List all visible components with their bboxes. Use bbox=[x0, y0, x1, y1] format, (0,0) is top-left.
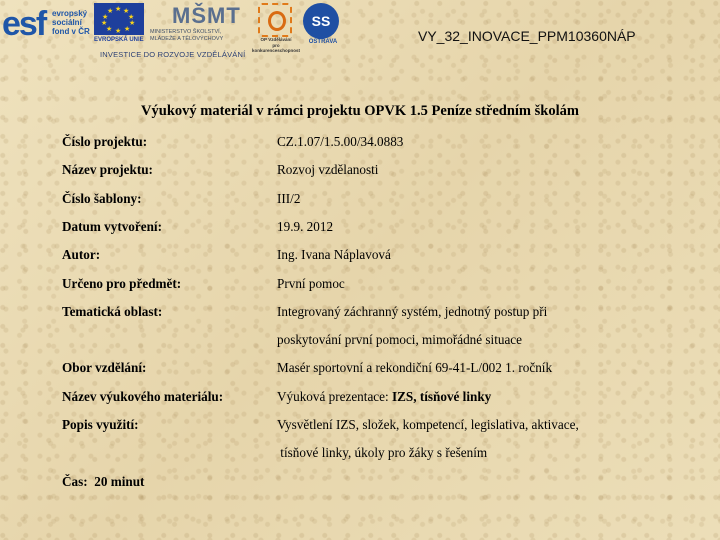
row-label: Popis využití: bbox=[62, 417, 139, 432]
row-label: Číslo šablony: bbox=[62, 190, 142, 206]
school-badge-icon: SS bbox=[303, 3, 339, 39]
row-value: 19.9. 2012 bbox=[277, 218, 334, 234]
row-label: Tematická oblast: bbox=[62, 303, 163, 319]
document-id: VY_32_INOVACE_PPM10360NÁP bbox=[418, 28, 636, 44]
esf-logo bbox=[2, 3, 92, 47]
eu-flag-icon: ★ ★ ★ ★ ★ ★ ★ ★ ★ ★ bbox=[94, 3, 144, 35]
row-label: Čas: 20 minut bbox=[62, 473, 145, 489]
school-logo: SS OSTRAVA bbox=[303, 3, 343, 49]
esf-logo-mark: esf bbox=[2, 5, 46, 43]
row-label: Autor: bbox=[62, 247, 101, 263]
op-vk-logo: OP Vzdělávání pro konkurenceschopnost bbox=[252, 3, 300, 51]
eu-logo-caption: EVROPSKÁ UNIE bbox=[94, 37, 144, 43]
op-vk-icon bbox=[258, 3, 292, 37]
row-value: poskytování první pomoci, mimořádné situace bbox=[277, 332, 523, 348]
row-value: Rozvoj vzdělanosti bbox=[277, 162, 379, 178]
row-label: Datum vytvoření: bbox=[62, 218, 162, 234]
row-value: Integrovaný záchranný systém, jednotný postup při bbox=[277, 303, 548, 319]
row-value: III/2 bbox=[277, 190, 301, 206]
row-label: Číslo projektu: bbox=[62, 134, 148, 149]
row-value: První pomoc bbox=[277, 275, 345, 291]
esf-logo-text: evropský sociální fond v ČR bbox=[52, 9, 90, 36]
row-value: tísňové linky, úkoly pro žáky s řešením bbox=[277, 445, 488, 461]
investice-tagline: INVESTICE DO ROZVOJE VZDĚLÁVÁNÍ bbox=[100, 50, 246, 59]
row-label: Název projektu: bbox=[62, 162, 153, 178]
row-value: Výuková prezentace: IZS, tísňové linky bbox=[277, 388, 492, 404]
row-value: Vysvětlení IZS, složek, kompetencí, legislativa, aktivace, bbox=[277, 417, 579, 432]
row-label: Obor vzdělání: bbox=[62, 360, 147, 376]
msmt-logo-mark: MŠMT bbox=[172, 3, 241, 28]
row-value: Masér sportovní a rekondiční 69-41-L/002 1. ročník bbox=[277, 360, 553, 376]
row-label: Určeno pro předmět: bbox=[62, 275, 182, 291]
row-value: CZ.1.07/1.5.00/34.0883 bbox=[277, 134, 404, 149]
logo-bar bbox=[0, 0, 360, 64]
msmt-logo: MŠMT MINISTERSTVO ŠKOLSTVÍ, MLÁDEŽE A TĚLOVÝCHOVY bbox=[150, 3, 241, 42]
row-value: Ing. Ivana Náplavová bbox=[277, 247, 391, 263]
page-title: Výukový materiál v rámci projektu OPVK 1.5 Peníze středním školám bbox=[141, 103, 579, 119]
material-title: IZS, tísňové linky bbox=[391, 388, 492, 404]
row-label: Název výukového materiálu: bbox=[62, 388, 224, 404]
eu-flag-logo bbox=[94, 3, 146, 47]
